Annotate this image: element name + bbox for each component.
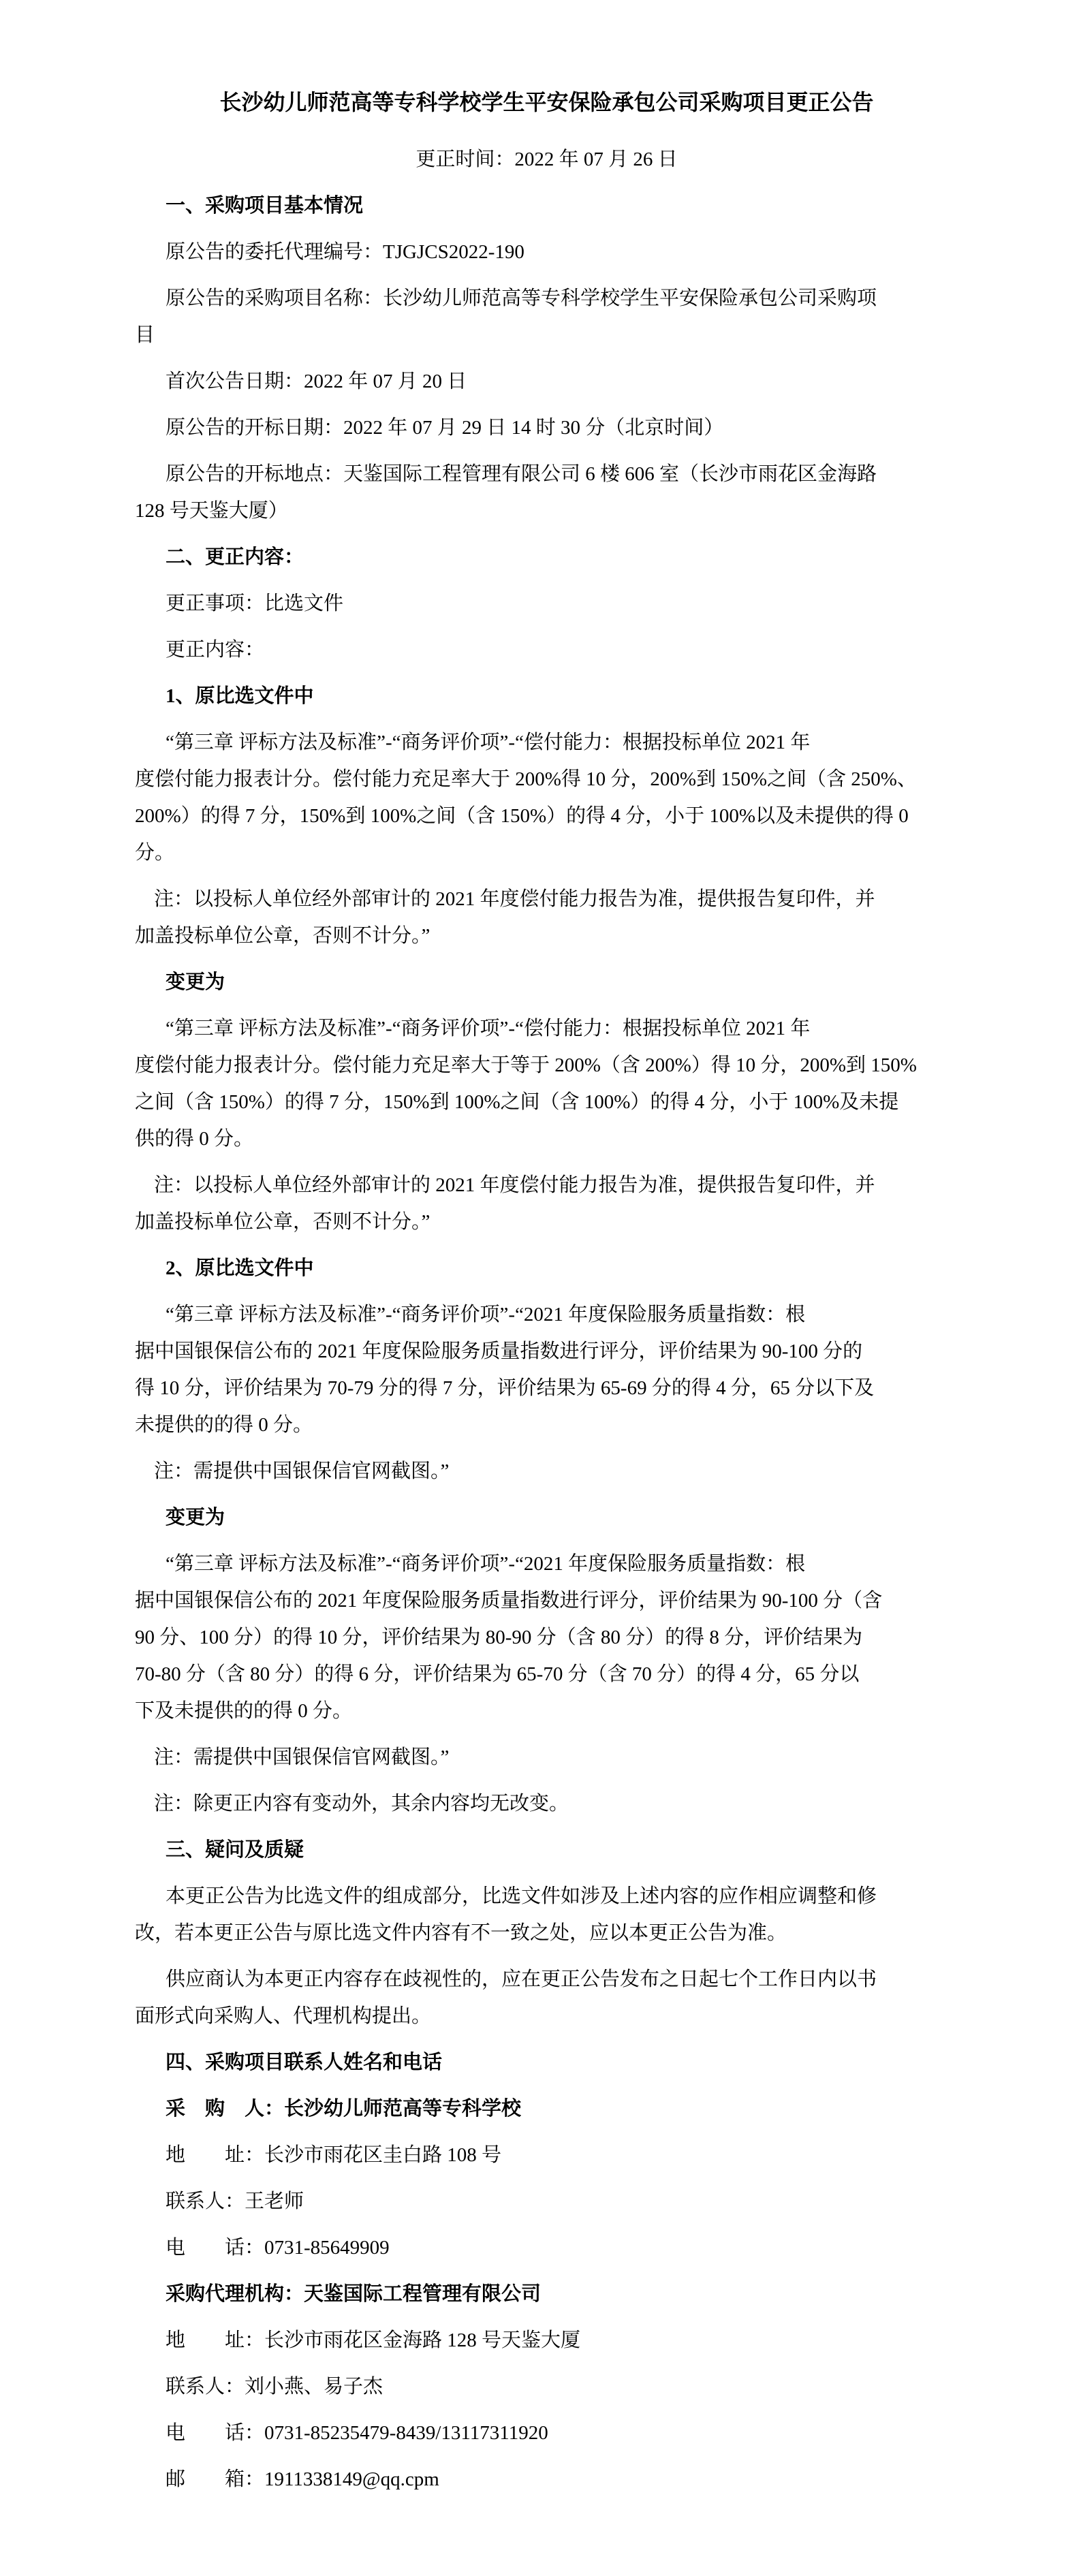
correction-content-label-line: 更正内容： [166, 639, 265, 661]
revised-text-1-line-4: 供的得 0 分。 [135, 1128, 254, 1150]
agency-email-paragraph [135, 2461, 958, 2498]
agency-ref-paragraph [135, 234, 958, 270]
purchaser-name-line: 采 购 人：长沙幼儿师范高等专科学校 [166, 2098, 522, 2120]
note-4-line: 注：需提供中国银保信官网截图。” [154, 1746, 450, 1768]
page-title: 长沙幼儿师范高等专科学校学生平安保险承包公司采购项目更正公告 [219, 90, 874, 114]
correction-content-label-paragraph [135, 631, 958, 668]
note-4-paragraph [135, 1739, 958, 1776]
agency-ref-line: 原公告的委托代理编号：TJGJCS2022-190 [166, 241, 524, 263]
change-to-1-heading: 变更为 [166, 971, 225, 993]
note-1-paragraph [135, 881, 958, 954]
objection-paragraph-1 [135, 1878, 958, 1951]
revised-text-1-line-2: 度偿付能力报表计分。偿付能力充足率大于等于 200%（含 200%）得 10 分，200%到 150% [135, 1054, 917, 1076]
bid-opening-date-paragraph [135, 409, 958, 446]
revised-text-2-line-2: 据中国银保信公布的 2021 年度保险服务质量指数进行评分，评价结果为 90-100 分（含 [135, 1590, 883, 1612]
change-to-2-heading: 变更为 [166, 1507, 225, 1528]
revised-text-1-paragraph [135, 1010, 958, 1157]
section-1-heading: 一、采购项目基本情况 [166, 195, 364, 217]
agency-name-paragraph [135, 2276, 958, 2312]
bid-opening-place-paragraph [135, 456, 958, 529]
agency-phone-line: 电 话：0731-85235479-8439/13117311920 [166, 2422, 548, 2444]
note-2-paragraph [135, 1167, 958, 1240]
change-1-heading: 1、原比选文件中 [166, 685, 314, 707]
agency-contact-line: 联系人：刘小燕、易子杰 [166, 2376, 383, 2398]
objection-para-1-line-1: 本更正公告为比选文件的组成部分，比选文件如涉及上述内容的应作相应调整和修 [166, 1885, 877, 1907]
correction-date-paragraph [135, 141, 958, 178]
project-name-line-1: 原公告的采购项目名称：长沙幼儿师范高等专科学校学生平安保险承包公司采购项 [166, 287, 877, 309]
original-text-2-line-2: 据中国银保信公布的 2021 年度保险服务质量指数进行评分，评价结果为 90-100 分的 [135, 1340, 863, 1362]
correction-date-line: 更正时间：2022 年 07 月 26 日 [416, 148, 678, 170]
original-text-2-paragraph [135, 1296, 958, 1443]
revised-text-2-line-5: 下及未提供的的得 0 分。 [135, 1700, 353, 1722]
agency-email-line: 邮 箱：1911338149@qq.cpm [166, 2468, 439, 2490]
objection-para-2-line-1: 供应商认为本更正内容存在歧视性的，应在更正公告发布之日起七个工作日内以书 [166, 1968, 877, 1990]
bid-opening-place-line-1: 原公告的开标地点：天鉴国际工程管理有限公司 6 楼 606 室（长沙市雨花区金海路 [166, 463, 877, 485]
first-announce-date-line: 首次公告日期：2022 年 07 月 20 日 [166, 371, 467, 392]
note-1-line-1: 注：以投标人单位经外部审计的 2021 年度偿付能力报告为准，提供报告复印件，并 [154, 888, 875, 910]
purchaser-address-paragraph [135, 2137, 958, 2173]
change-to-1-heading-block [135, 964, 958, 1001]
original-text-1-line-2: 度偿付能力报表计分。偿付能力充足率大于 200%得 10 分，200%到 150%之间（含 250%、 [135, 768, 917, 790]
revised-text-2-line-4: 70-80 分（含 80 分）的得 6 分，评价结果为 65-70 分（含 70 分）的得 4 分，65 分以 [135, 1663, 860, 1685]
change-to-2-heading-block [135, 1499, 958, 1536]
original-text-1-line-3: 200%）的得 7 分，150%到 100%之间（含 150%）的得 4 分，小于 100%以及未提供的得 0 [135, 805, 909, 827]
change-2-heading-block [135, 1250, 958, 1287]
original-text-2-line-1: “第三章 评标方法及标准”-“商务评价项”-“2021 年度保险服务质量指数：根 [166, 1304, 806, 1325]
purchaser-contact-paragraph [135, 2183, 958, 2220]
bid-opening-date-line: 原公告的开标日期：2022 年 07 月 29 日 14 时 30 分（北京时间） [166, 417, 724, 439]
note-unchanged-paragraph [135, 1785, 958, 1822]
section-4-heading: 四、采购项目联系人姓名和电话 [166, 2052, 443, 2073]
first-announce-date-paragraph [135, 363, 958, 400]
note-2-line-1: 注：以投标人单位经外部审计的 2021 年度偿付能力报告为准，提供报告复印件，并 [154, 1174, 875, 1196]
section-2-heading-block [135, 539, 958, 576]
agency-phone-paragraph [135, 2415, 958, 2451]
purchaser-name-paragraph [135, 2090, 958, 2127]
note-3-paragraph [135, 1453, 958, 1490]
revised-text-2-paragraph [135, 1545, 958, 1729]
section-3-heading-block [135, 1832, 958, 1868]
section-3-heading: 三、疑问及质疑 [166, 1839, 304, 1861]
correction-item-paragraph [135, 585, 958, 622]
note-3-line: 注：需提供中国银保信官网截图。” [154, 1460, 450, 1482]
agency-contact-paragraph [135, 2368, 958, 2405]
revised-text-2-line-3: 90 分、100 分）的得 10 分，评价结果为 80-90 分（含 80 分）的得 8 分，评价结果为 [135, 1627, 863, 1648]
note-1-line-2: 加盖投标单位公章，否则不计分。” [135, 925, 430, 947]
purchaser-phone-line: 电 话：0731-85649909 [166, 2237, 390, 2259]
purchaser-address-line: 地 址：长沙市雨花区圭白路 108 号 [166, 2144, 502, 2166]
note-unchanged-line: 注：除更正内容有变动外，其余内容均无改变。 [154, 1793, 569, 1815]
original-text-2-line-3: 得 10 分，评价结果为 70-79 分的得 7 分，评价结果为 65-69 分的得 4 分，65 分以下及 [135, 1377, 875, 1399]
purchaser-phone-paragraph [135, 2229, 958, 2266]
objection-paragraph-2 [135, 1961, 958, 2035]
agency-address-paragraph [135, 2322, 958, 2359]
agency-name-line: 采购代理机构：天鉴国际工程管理有限公司 [166, 2283, 542, 2305]
original-text-1-line-4: 分。 [135, 842, 175, 864]
revised-text-1-line-1: “第三章 评标方法及标准”-“商务评价项”-“偿付能力：根据投标单位 2021 年 [166, 1018, 811, 1039]
original-text-1-line-1: “第三章 评标方法及标准”-“商务评价项”-“偿付能力：根据投标单位 2021 年 [166, 732, 811, 753]
objection-para-2-line-2: 面形式向采购人、代理机构提出。 [135, 2005, 432, 2027]
revised-text-2-line-1: “第三章 评标方法及标准”-“商务评价项”-“2021 年度保险服务质量指数：根 [166, 1553, 806, 1575]
objection-para-1-line-2: 改，若本更正公告与原比选文件内容有不一致之处，应以本更正公告为准。 [135, 1922, 787, 1944]
section-1-heading-block [135, 187, 958, 224]
project-name-line-2: 目 [135, 324, 155, 346]
correction-item-line: 更正事项：比选文件 [166, 593, 344, 614]
change-2-heading: 2、原比选文件中 [166, 1257, 314, 1279]
original-text-1-paragraph [135, 724, 958, 871]
note-2-line-2: 加盖投标单位公章，否则不计分。” [135, 1211, 430, 1233]
agency-address-line: 地 址：长沙市雨花区金海路 128 号天鉴大厦 [166, 2329, 581, 2351]
section-4-heading-block [135, 2044, 958, 2081]
bid-opening-place-line-2: 128 号天鉴大厦） [135, 500, 288, 522]
change-1-heading-block [135, 678, 958, 714]
revised-text-1-line-3: 之间（含 150%）的得 7 分，150%到 100%之间（含 100%）的得 4 分，小于 100%及未提 [135, 1091, 899, 1113]
section-2-heading: 二、更正内容： [166, 546, 304, 568]
original-text-2-line-4: 未提供的的得 0 分。 [135, 1414, 313, 1436]
project-name-paragraph [135, 280, 958, 354]
purchaser-contact-line: 联系人：王老师 [166, 2190, 304, 2212]
